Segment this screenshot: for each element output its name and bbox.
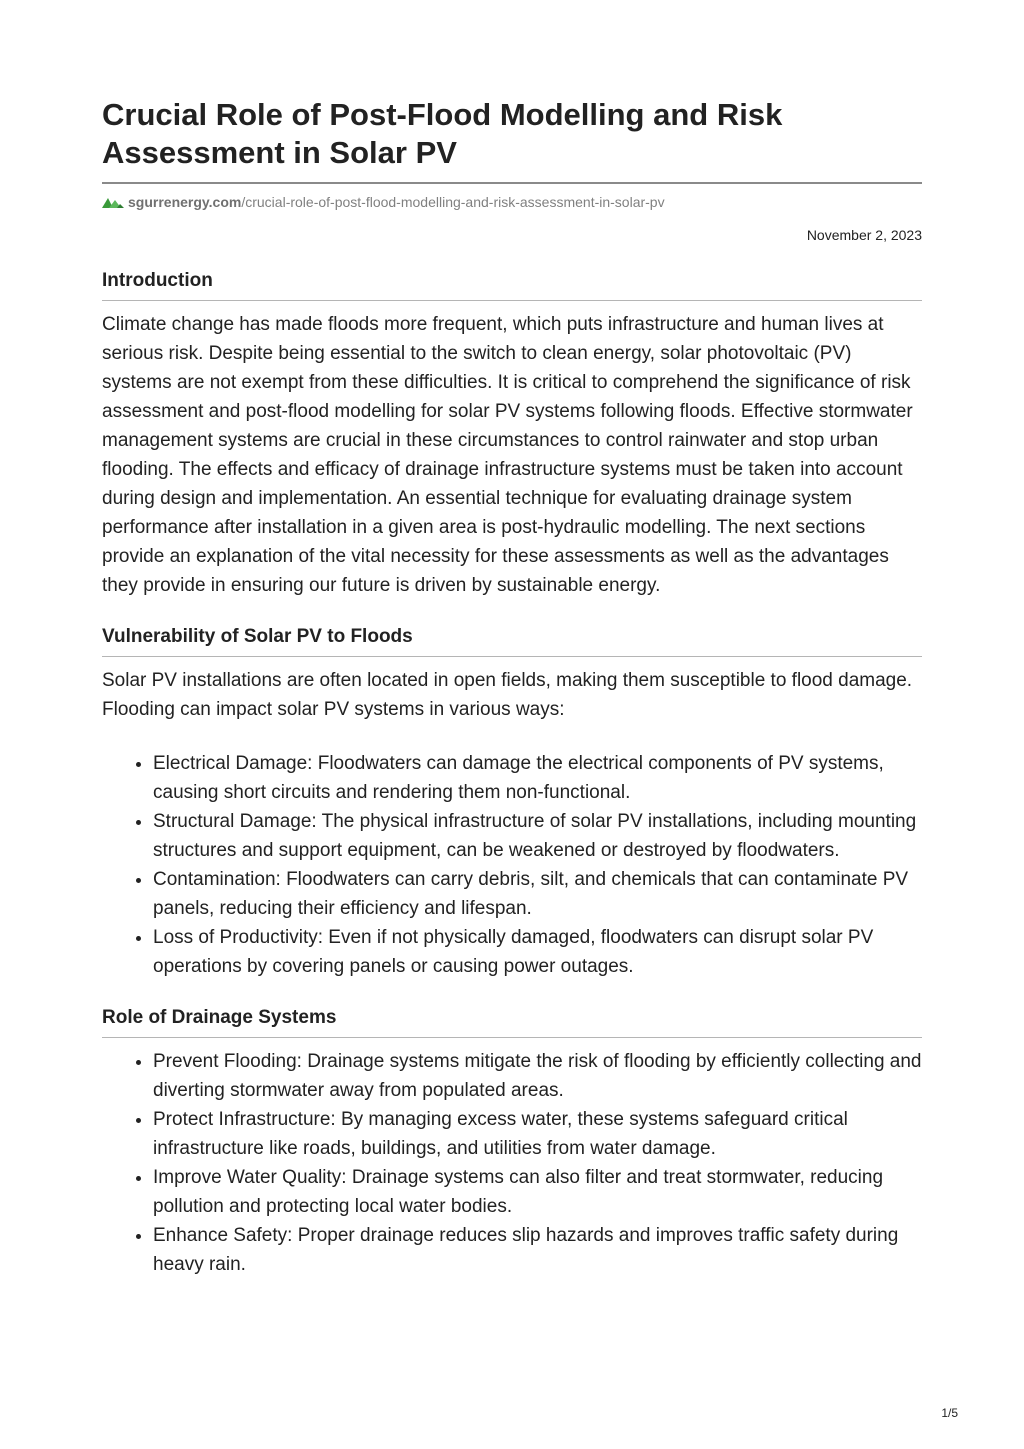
vulnerability-line-1: Solar PV installations are often located in open fields, making them susceptible to flood damage. bbox=[102, 670, 913, 691]
source-path[interactable]: /crucial-role-of-post-flood-modelling-and-risk-assessment-in-solar-pv bbox=[241, 194, 665, 210]
introduction-paragraph: Climate change has made floods more frequent, which puts infrastructure and human lives at serious risk. Despite being essential to the switch to clean energy, solar photovoltaic (PV) systems are not exempt from these difficulties. It is critical to comprehend the significance of risk assessment and post-flood modelling for solar PV systems following floods. Effective stormwater management systems are crucial in these circumstances to control rainwater and stop urban flooding. The effects and efficacy of drainage infrastructure systems must be taken into account during design and implementation. An essential technique for evaluating drainage system performance after installation in a given area is post-hydraulic modelling. The next sections provide an explanation of the vital necessity for these assessments as well as the advantages they provide in ensuring our future is driven by sustainable energy. bbox=[102, 314, 913, 596]
list-item: • Contamination: Floodwaters can carry debris, silt, and chemicals that can contaminate PV panels, reducing their efficiency and lifespan. bbox=[153, 865, 922, 923]
section-heading-vulnerability: Vulnerability of Solar PV to Floods bbox=[102, 625, 922, 657]
title-divider bbox=[102, 182, 922, 184]
page-title: Crucial Role of Post-Flood Modelling and Risk Assessment in Solar PV bbox=[102, 97, 783, 170]
list-item: • Improve Water Quality: Drainage systems can also filter and treat stormwater, reducing pollution and protecting local water bodies. bbox=[153, 1163, 922, 1221]
vulnerability-list bbox=[102, 749, 922, 981]
mountain-logo-icon bbox=[102, 196, 124, 208]
list-item: • Protect Infrastructure: By managing excess water, these systems safeguard critical infrastructure like roads, buildings, and utilities from water damage. bbox=[153, 1105, 922, 1163]
document-page bbox=[102, 96, 922, 1279]
publish-date: November 2, 2023 bbox=[806, 227, 922, 243]
vulnerability-paragraph bbox=[102, 666, 922, 724]
list-item: • Electrical Damage: Floodwaters can damage the electrical components of PV systems, causing short circuits and rendering them non-functional. bbox=[153, 749, 922, 807]
page-number: 1/5 bbox=[941, 1406, 958, 1420]
list-item: • Prevent Flooding: Drainage systems mitigate the risk of flooding by efficiently collecting and diverting stormwater away from populated areas. bbox=[153, 1047, 922, 1105]
list-item: • Loss of Productivity: Even if not physically damaged, floodwaters can disrupt solar PV operations by covering panels or causing power outages. bbox=[153, 923, 922, 981]
list-item: • Enhance Safety: Proper drainage reduces slip hazards and improves traffic safety during heavy rain. bbox=[153, 1221, 922, 1279]
vulnerability-line-2: Flooding can impact solar PV systems in various ways: bbox=[102, 699, 565, 720]
drainage-list bbox=[102, 1047, 922, 1279]
list-item: • Structural Damage: The physical infrastructure of solar PV installations, including mounting structures and support equipment, can be weakened or destroyed by floodwaters. bbox=[153, 807, 922, 865]
source-url[interactable] bbox=[102, 193, 922, 211]
source-domain[interactable]: sgurrenergy.com bbox=[128, 194, 242, 210]
section-heading-introduction: Introduction bbox=[102, 269, 922, 301]
section-heading-drainage: Role of Drainage Systems bbox=[102, 1006, 922, 1038]
